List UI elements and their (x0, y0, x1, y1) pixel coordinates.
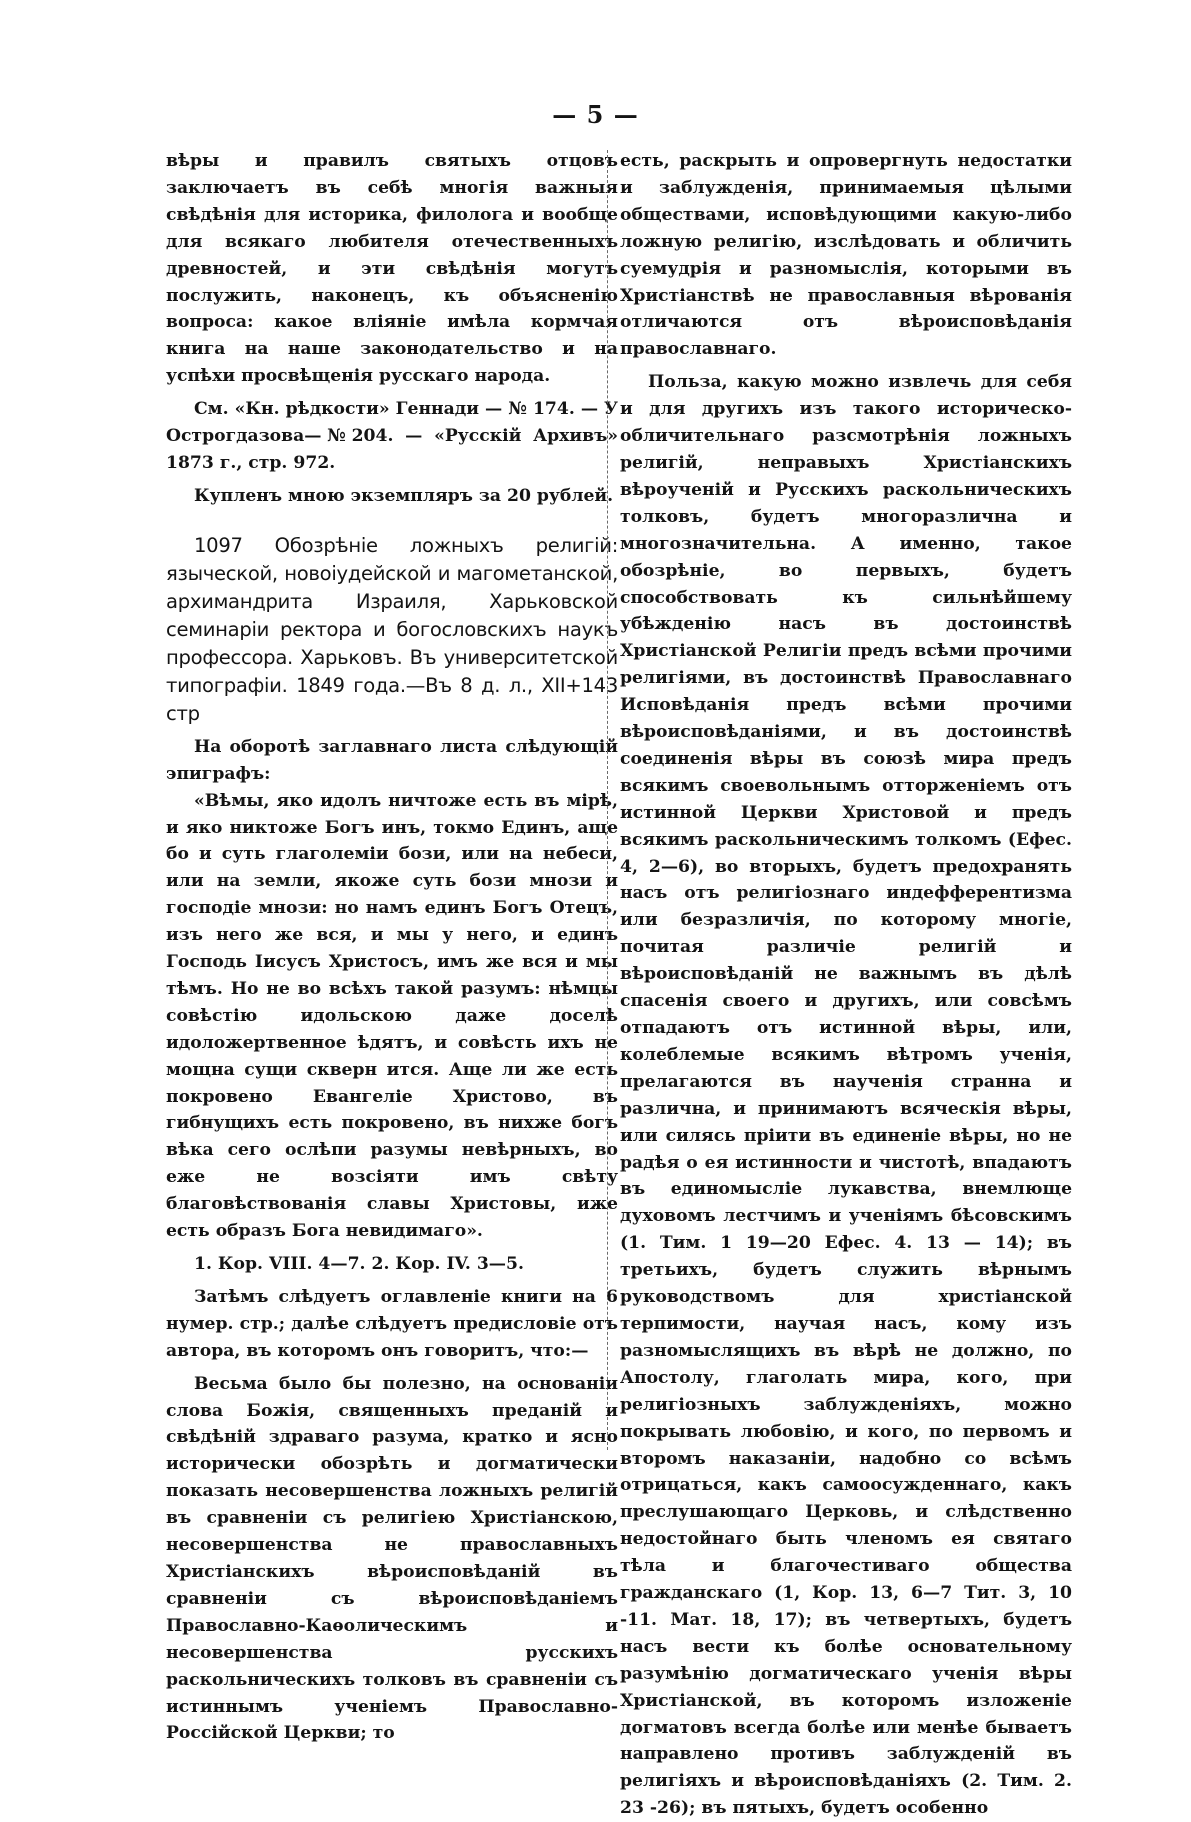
left-column (166, 148, 618, 1747)
page-number: — 5 — (552, 100, 639, 129)
paragraph: Весьма было бы полезно, на основаніи слова Божія, священныхъ преданій и свѣдѣній здраваго разума, кратко и ясно исторически обозрѣть и догматически показать несовершенства ложныхъ религій въ сравненіи съ религіею Христіанскою, несовершенства не православныхъ Христіанскихъ вѣроисповѣданій въ сравненіи съ вѣроисповѣданіемъ Православно-Каѳолическимъ и несовершенства русскихъ раскольническихъ толковъ въ сравненіи съ истиннымъ ученіемъ Православно-Россійской Церкви; то (166, 1373, 618, 1744)
epigraph-source: 1. Кор. VIII. 4—7. 2. Кор. IV. 3—5. (194, 1254, 524, 1274)
catalog-entry-title: 1097 Обозрѣніе ложныхъ религій: языческой, новоіудейской и магометанской, архимандрита Израиля, Харьковской семинаріи ректора и богословскихъ наукъ профессора. Харьковъ. Въ университетской типографіи. 1849 года.—Въ 8 д. л., XII+143 стр (166, 533, 618, 725)
paragraph: На оборотѣ заглавнаго листа слѣдующій эпиграфъ: (166, 736, 618, 784)
column-divider (607, 150, 608, 1450)
epigraph: «Вѣмы, яко идолъ ничтоже есть въ мірѣ, и яко никтоже Богъ инъ, токмо Единъ, аще бо и суть глаголеміи бози, или на небеси, или на земли, якоже суть бози мнози и господіе мнози: но намъ единъ Богъ Отецъ, изъ него же вся, и мы у него, и единъ Господь Іисусъ Христосъ, имъ же вся и мы тѣмъ. Но не во всѣхъ такой разумъ: нѣмцы совѣстію идольскою даже доселѣ идоложертвенное ѣдятъ, и совѣсть ихъ не мощна сущи скверн ится. Аще ли же есть покровено Евангеліе Христово, въ гибнущихъ есть покровено, въ нихже богъ вѣка сего ослѣпи разумы невѣрныхъ, во еже не возсіяти имъ свѣту благовѣствованія славы Христовы, иже есть образъ Бога невидимаго». (166, 790, 618, 1242)
paragraph: Затѣмъ слѣдуетъ оглавленіе книги на 6 нумер. стр.; далѣе слѣдуетъ предисловіе отъ автора, въ которомъ онъ говоритъ, что:— (166, 1286, 618, 1361)
paragraph: вѣры и правилъ святыхъ отцовъ заключаетъ въ себѣ многія важныя свѣдѣнія для историка, филолога и вообще для всякаго любителя отечественныхъ древностей, и эти свѣдѣнія могутъ послужить, наконецъ, къ объясненію вопроса: какое вліяніе имѣла кормчая книга на наше законодательство и на успѣхи просвѣщенія русскаго народа. (166, 151, 618, 387)
paragraph: есть, раскрыть и опровергнуть недостатки и заблужденія, принимаемыя цѣлыми обществами, исповѣдующими какую-либо ложную религію, изслѣдовать и обличить суемудрія и разномыслія, которыми въ Христіанствѣ не православныя вѣрованія отличаются отъ вѣроисповѣданія православнаго. (620, 151, 1072, 360)
reference-note: См. «Кн. рѣдкости» Геннади — № 174. — У Острогдазова—№204. — «Русскій Архивъ» 1873 г., стр. 972. (166, 399, 618, 473)
paragraph: Польза, какую можно извлечь для себя и для другихъ изъ такого историческо-обличительнаго разсмотрѣнія ложныхъ религій, неправыхъ Христіанскихъ вѣроученій и Русскихъ раскольническихъ толковъ, будетъ многоразлична и многозначительна. А именно, такое обозрѣніе, во первыхъ, будетъ способствовать къ сильнѣйшему убѣжденію насъ въ достоинствѣ Христіанской Религіи предъ всѣми прочими религіями, въ достоинствѣ Православнаго Исповѣданія предъ всѣми прочими вѣроисповѣданіями, и въ достоинствѣ соединенія вѣры въ союзѣ мира предъ всякимъ своевольнымъ отторженіемъ отъ истинной Церкви Христовой и предъ всякимъ раскольническимъ толкомъ (Ефес. 4, 2—6), во вторыхъ, будетъ предохранять насъ отъ религіознаго индефферентизма или безразличія, по которому многіе, почитая различіе религій и вѣроисповѣданій не важнымъ въ дѣлѣ спасенія своего и другихъ, или совсѣмъ отпадаютъ отъ истинной вѣры, или, колеблемые всякимъ вѣтромъ ученія, прелагаются въ наученія странна и различна, и принимаютъ всяческія вѣры, или силясь пріити въ единеніе вѣры, но не радѣя о ея истинности и чистотѣ, впадаютъ въ единомысліе лукавства, внемлюще духовомъ лестчимъ и ученіямъ бѣсовскимъ (1. Тим. 1 19—20 Ефес. 4. 13 — 14); въ третьихъ, будетъ служить вѣрнымъ руководствомъ для христіанской терпимости, научая насъ, кому изъ разномыслящихъ въ вѣрѣ не должно, по Апостолу, глаголать мира, кого, при религіозныхъ заблужденіяхъ, можно покрывать любовію, и кого, по первомъ и второмъ наказаніи, надобно со всѣмъ отрицаться, какъ самоосужденнаго, какъ преслушающаго Церковь, и слѣдственно недостойнаго быть членомъ ея святаго тѣла и благочестиваго общества гражданскаго (1, Кор. 13, 6—7 Тит. 3, 10 -11. Мат. 18, 17); въ четвертыхъ, будетъ насъ вести къ болѣе основательному разумѣнію догматическаго ученія вѣры Христіанской, въ которомъ изложеніе догматовъ всегда болѣе или менѣе бываетъ направлено противъ заблужденій въ религіяхъ и вѣроисповѣданіяхъ (2. Тим. 2. 23 -26); въ пятыхъ, будетъ особенно (620, 372, 1072, 1819)
right-column (620, 148, 1072, 1822)
purchase-note: Купленъ мною экземпляръ за 20 рублей. (194, 485, 614, 506)
